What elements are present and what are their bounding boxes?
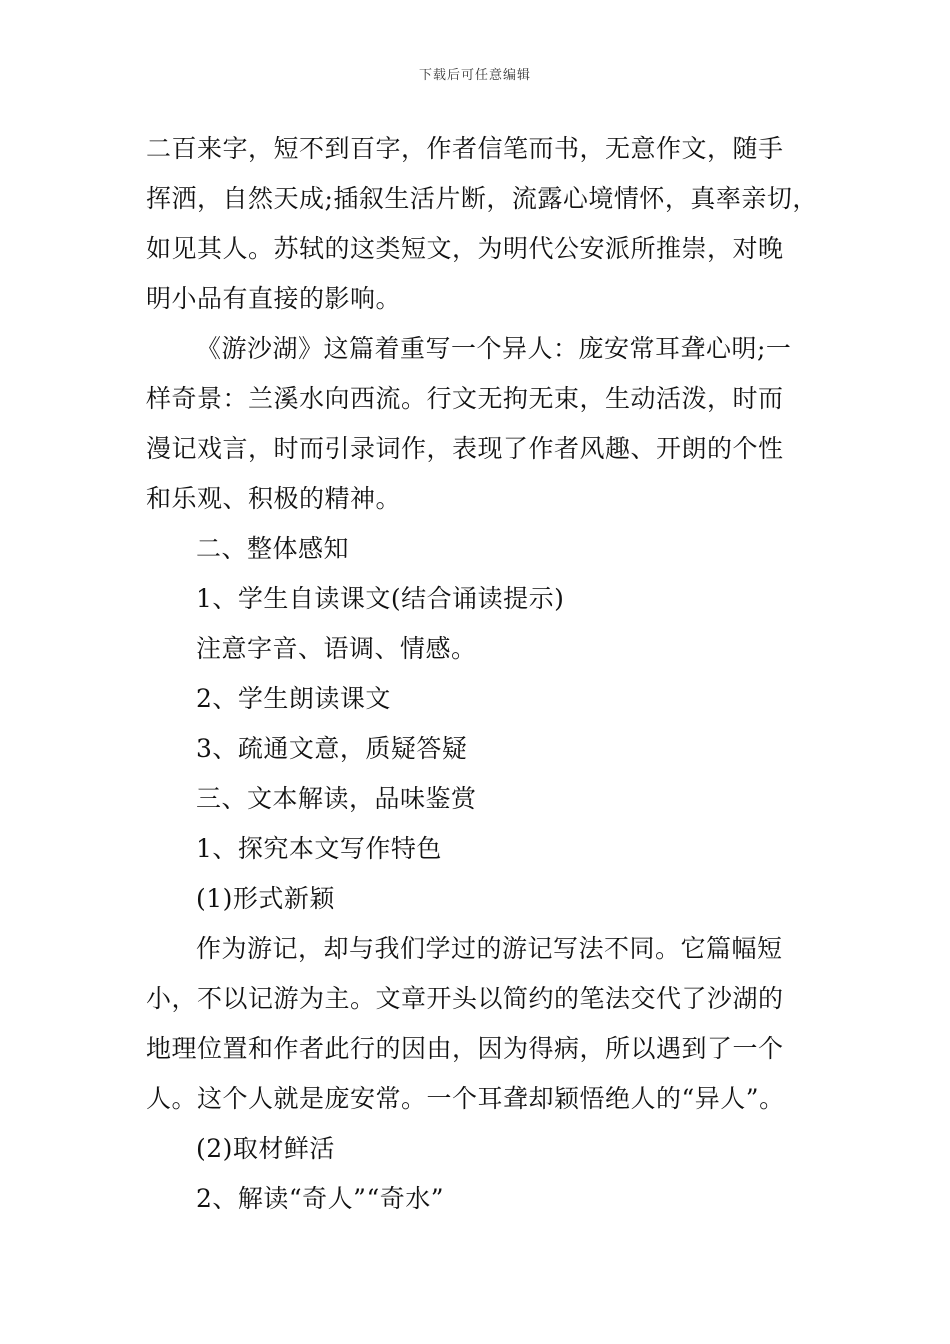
text-line: 地理位置和作者此行的因由，因为得病，所以遇到了一个: [146, 1034, 784, 1063]
text-line: 注意字音、语调、情感。: [196, 634, 477, 663]
text-line: 明小品有直接的影响。: [146, 284, 402, 313]
text-line: 人。这个人就是庞安常。一个耳聋却颖悟绝人的“异人”。: [146, 1084, 785, 1113]
list-item: 2、解读“奇人”“奇水”: [196, 1184, 445, 1213]
paragraph-start: 作为游记，却与我们学过的游记写法不同。它篇幅短: [196, 934, 783, 963]
page-header: 下载后可任意编辑: [418, 68, 531, 83]
text-line: 样奇景：兰溪水向西流。行文无拘无束，生动活泼，时而: [146, 384, 784, 413]
section-heading: 三、文本解读，品味鉴赏: [196, 784, 477, 813]
list-item: 1、探究本文写作特色: [196, 834, 442, 863]
text-line: 漫记戏言，时而引录词作，表现了作者风趣、开朗的个性: [146, 434, 784, 463]
text-line: 小，不以记游为主。文章开头以简约的笔法交代了沙湖的: [146, 984, 784, 1013]
sub-heading: (1)形式新颖: [196, 884, 335, 913]
sub-heading: (2)取材鲜活: [196, 1134, 335, 1163]
text-line: 二百来字，短不到百字，作者信笔而书，无意作文，随手: [146, 134, 784, 163]
document-body: [146, 124, 816, 1224]
paragraph-start: 《游沙湖》这篇着重写一个异人：庞安常耳聋心明;一: [196, 334, 792, 363]
list-item: 1、学生自读课文(结合诵读提示): [196, 584, 565, 613]
section-heading: 二、整体感知: [196, 534, 350, 563]
text-line: 和乐观、积极的精神。: [146, 484, 402, 513]
text-line: 如见其人。苏轼的这类短文，为明代公安派所推崇，对晚: [146, 234, 784, 263]
list-item: 2、学生朗读课文: [196, 684, 391, 713]
text-line: 挥洒，自然天成;插叙生活片断，流露心境情怀，真率亲切，: [146, 184, 818, 213]
list-item: 3、疏通文意，质疑答疑: [196, 734, 468, 763]
